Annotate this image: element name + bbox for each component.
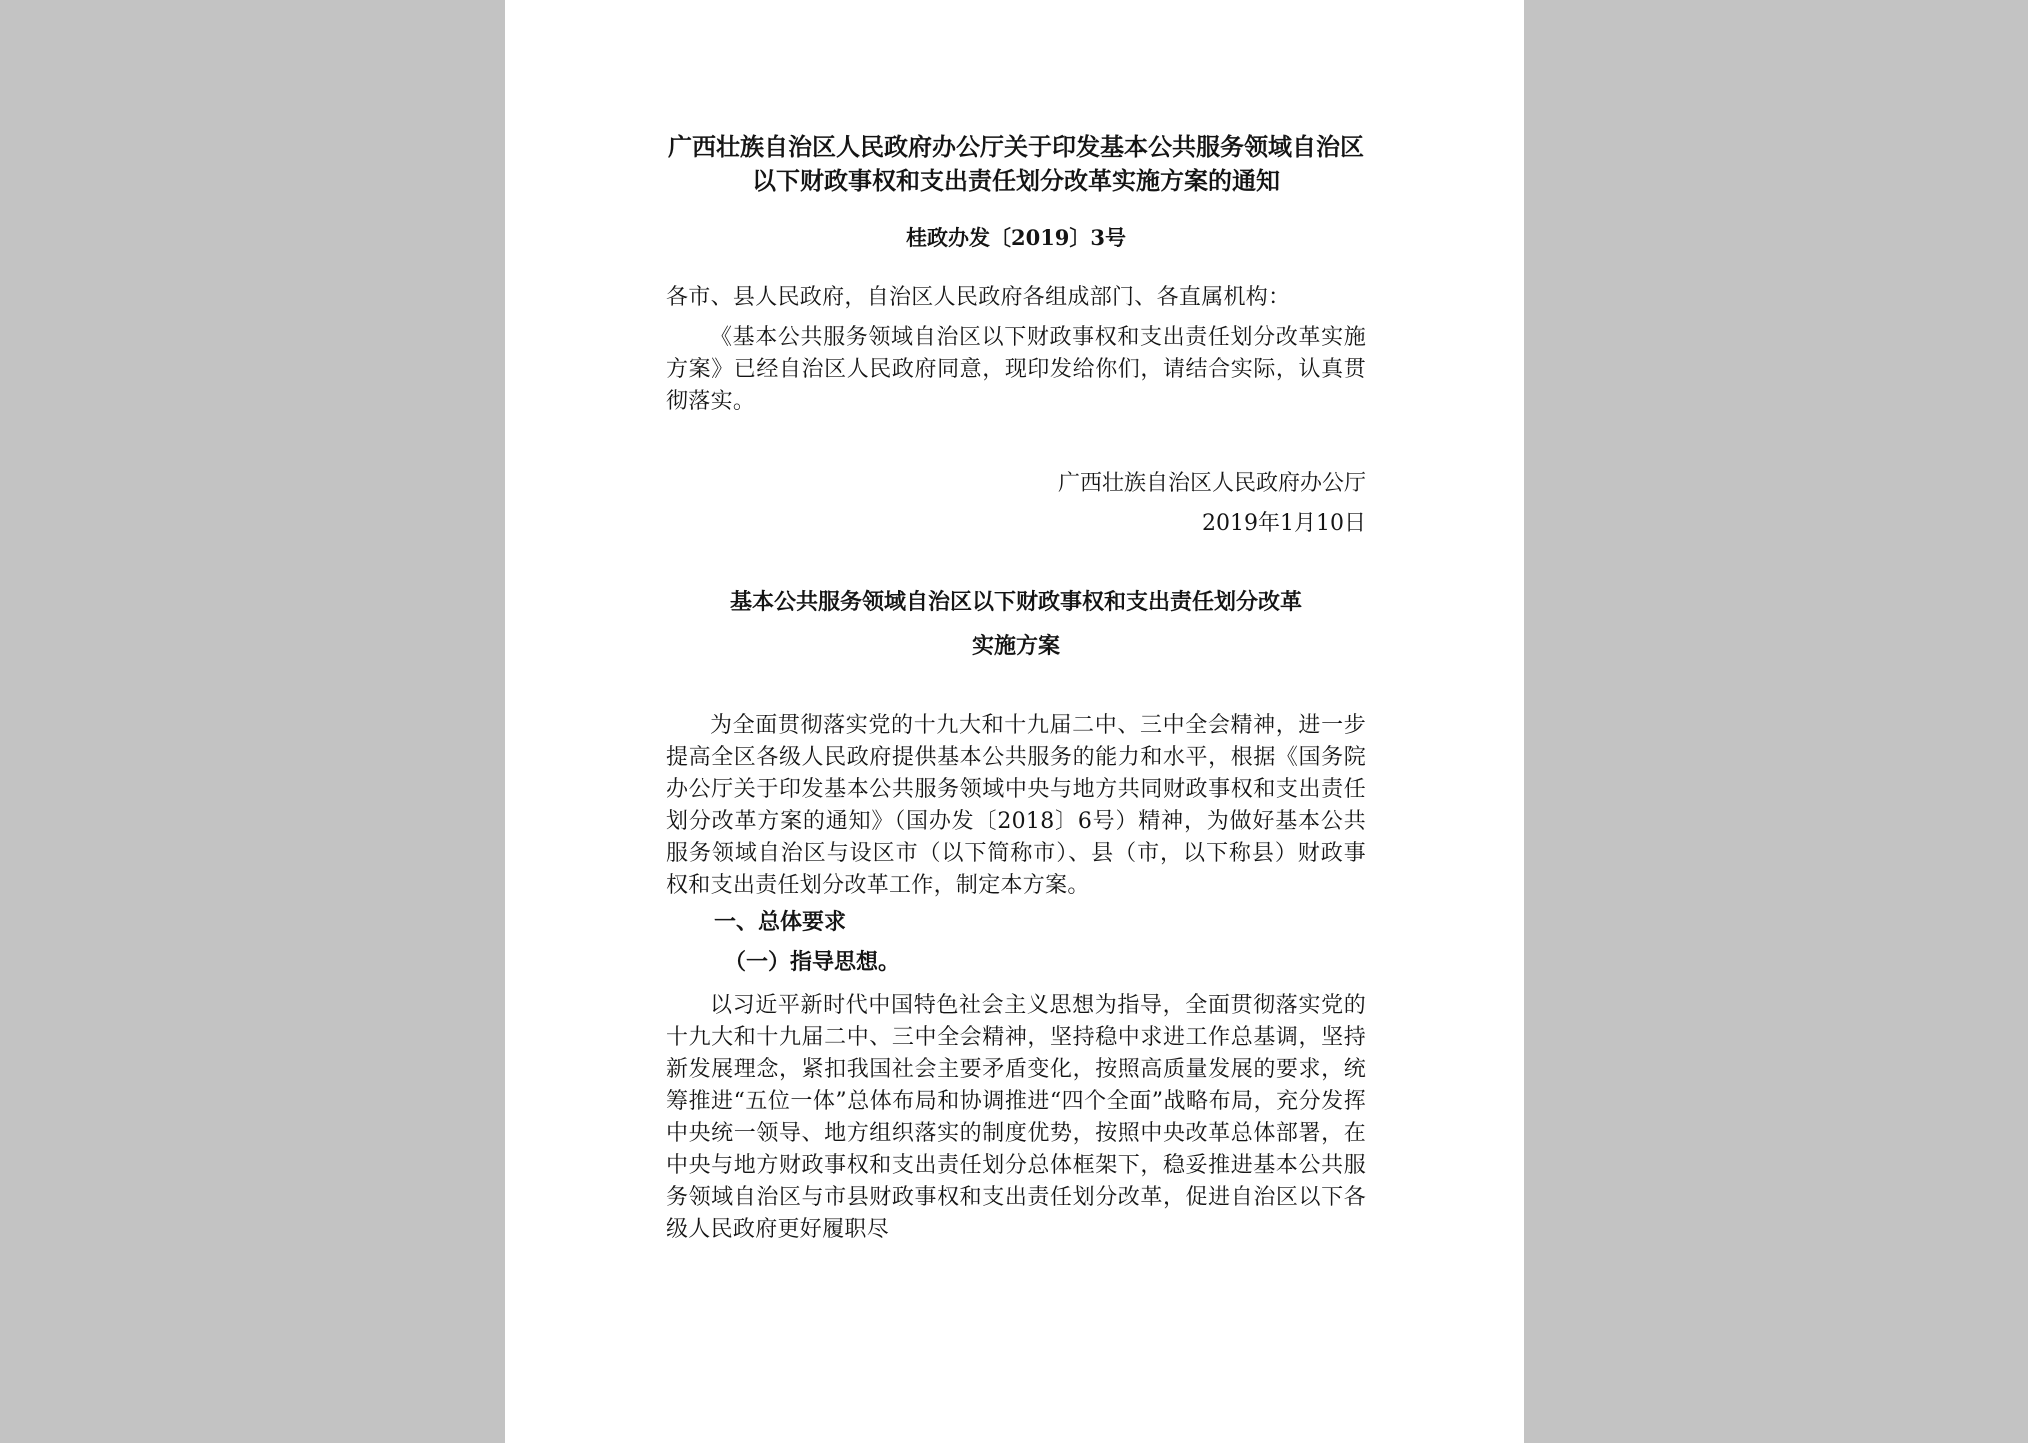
- notice-paragraph: 《基本公共服务领域自治区以下财政事权和支出责任划分改革实施方案》已经自治区人民政府同意，现印发给你们，请结合实际，认真贯彻落实。: [666, 325, 1366, 414]
- signature-organization: 广西壮族自治区人民政府办公厅: [1057, 471, 1366, 496]
- section-heading: 一、总体要求: [714, 909, 847, 935]
- salutation: 各市、县人民政府，自治区人民政府各组成部门、各直属机构：: [666, 285, 1291, 310]
- document-content: [666, 130, 1366, 1246]
- notice-title: [666, 130, 1366, 198]
- notice-title-line-1: 广西壮族自治区人民政府办公厅关于印发基本公共服务领域自治区: [668, 132, 1364, 161]
- document-page: [505, 0, 1524, 1443]
- plan-title: [666, 580, 1366, 668]
- signature-date: 2019年1月10日: [1202, 511, 1366, 536]
- document-number: 桂政办发〔2019〕3号: [905, 225, 1127, 250]
- subsection-heading: （一）指导思想。: [724, 949, 901, 975]
- guiding-paragraph: 以习近平新时代中国特色社会主义思想为指导，全面贯彻落实党的十九大和十九届二中、三中全会精神，坚持稳中求进工作总基调，坚持新发展理念，紧扣我国社会主要矛盾变化，按照高质量发展的要求，统筹推进“五位一体”总体布局和协调推进“四个全面”战略布局，充分发挥中央统一领导、地方组织落实的制度优势，按照中央改革总体部署，在中央与地方财政事权和支出责任划分总体框架下，稳妥推进基本公共服务领域自治区与市县财政事权和支出责任划分改革，促进自治区以下各级人民政府更好履职尽: [666, 993, 1366, 1242]
- intro-paragraph: 为全面贯彻落实党的十九大和十九届二中、三中全会精神，进一步提高全区各级人民政府提供基本公共服务的能力和水平，根据《国务院办公厅关于印发基本公共服务领域中央与地方共同财政事权和支出责任划分改革方案的通知》（国办发〔2018〕6号）精神，为做好基本公共服务领域自治区与设区市（以下简称市）、县（市，以下称县）财政事权和支出责任划分改革工作，制定本方案。: [666, 713, 1366, 898]
- plan-title-line-2: 实施方案: [971, 633, 1060, 659]
- plan-title-line-1: 基本公共服务领域自治区以下财政事权和支出责任划分改革: [729, 589, 1302, 615]
- notice-title-line-2: 以下财政事权和支出责任划分改革实施方案的通知: [752, 166, 1280, 195]
